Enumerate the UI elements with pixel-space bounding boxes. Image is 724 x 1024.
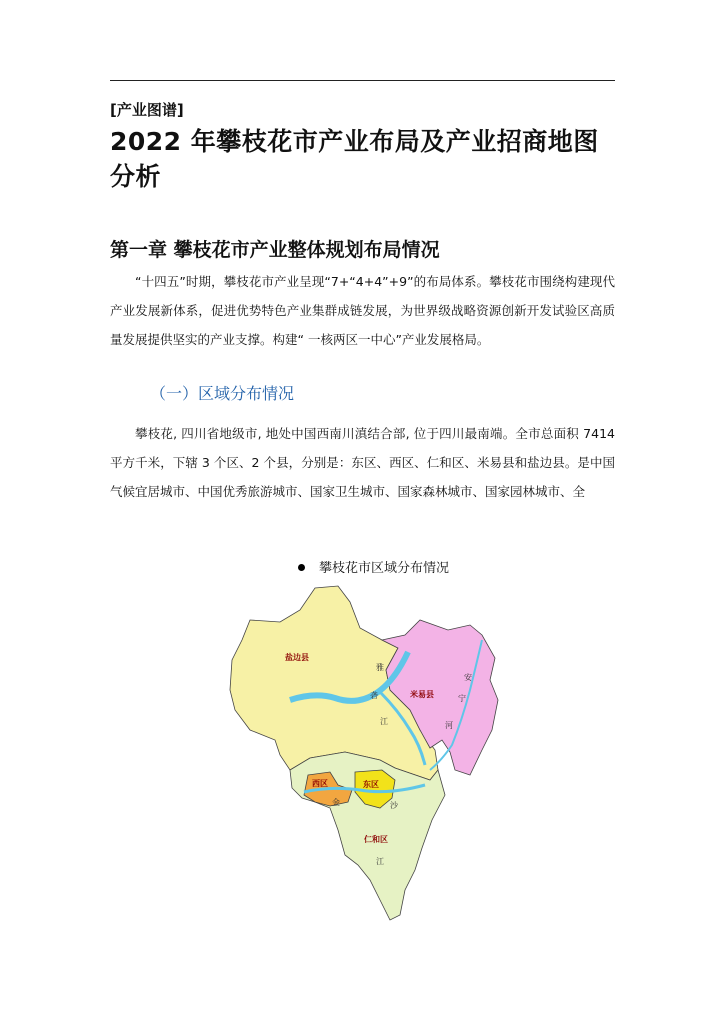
intro-paragraph: “十四五”时期，攀枝花市产业呈现“7+“4+4”+9”的布局体系。攀枝花市围绕构建现代产业发展新体系，促进优势特色产业集群成链发展，为世界级战略资源创新开发试验区高质量发展提供坚实的产业支撑。构建“ 一核两区一中心”产业发展格局。 [110,274,615,347]
top-rule [110,80,615,81]
river-label-jinsha-2: 沙 [390,801,398,810]
river-label-anning-2: 宁 [458,694,466,703]
river-label-yalong-1: 雅 [376,663,384,672]
river-label-anning-1: 安 [464,673,472,682]
river-label-yalong-3: 江 [380,717,388,726]
region-paragraph: 攀枝花, 四川省地级市, 地处中国西南川滇结合部, 位于四川最南端。全市总面积 7414 平方千米，下辖 3 个区、2 个县，分别是：东区、西区、仁和区、米易县和盐边县。是中国气候宜居城市、中国优秀旅游城市、国家卫生城市、国家森林城市、国家园林城市、全 [110,426,615,499]
label-xiqu: 西区 [312,779,328,788]
river-label-yalong-2: 砻 [370,691,378,700]
category-tag: [产业图谱] [110,101,184,119]
map-caption [298,557,449,576]
label-yanbian: 盐边县 [285,653,309,662]
chapter-heading: 第一章 攀枝花市产业整体规划布局情况 [110,239,440,261]
map-caption-text: 攀枝花市区域分布情况 [319,561,450,576]
label-renhe: 仁和区 [364,835,388,844]
river-label-anning-3: 河 [445,721,453,730]
district-map [220,580,510,930]
section-heading: （一）区域分布情况 [150,384,295,403]
bullet-icon [298,564,305,571]
label-dongqu: 东区 [363,780,379,789]
river-label-jinsha-1: 金 [332,798,340,807]
river-label-jinsha-3: 江 [376,857,384,866]
label-miyi: 米易县 [410,690,434,699]
page-title: 2022 年攀枝花市产业布局及产业招商地图分析 [110,127,599,191]
